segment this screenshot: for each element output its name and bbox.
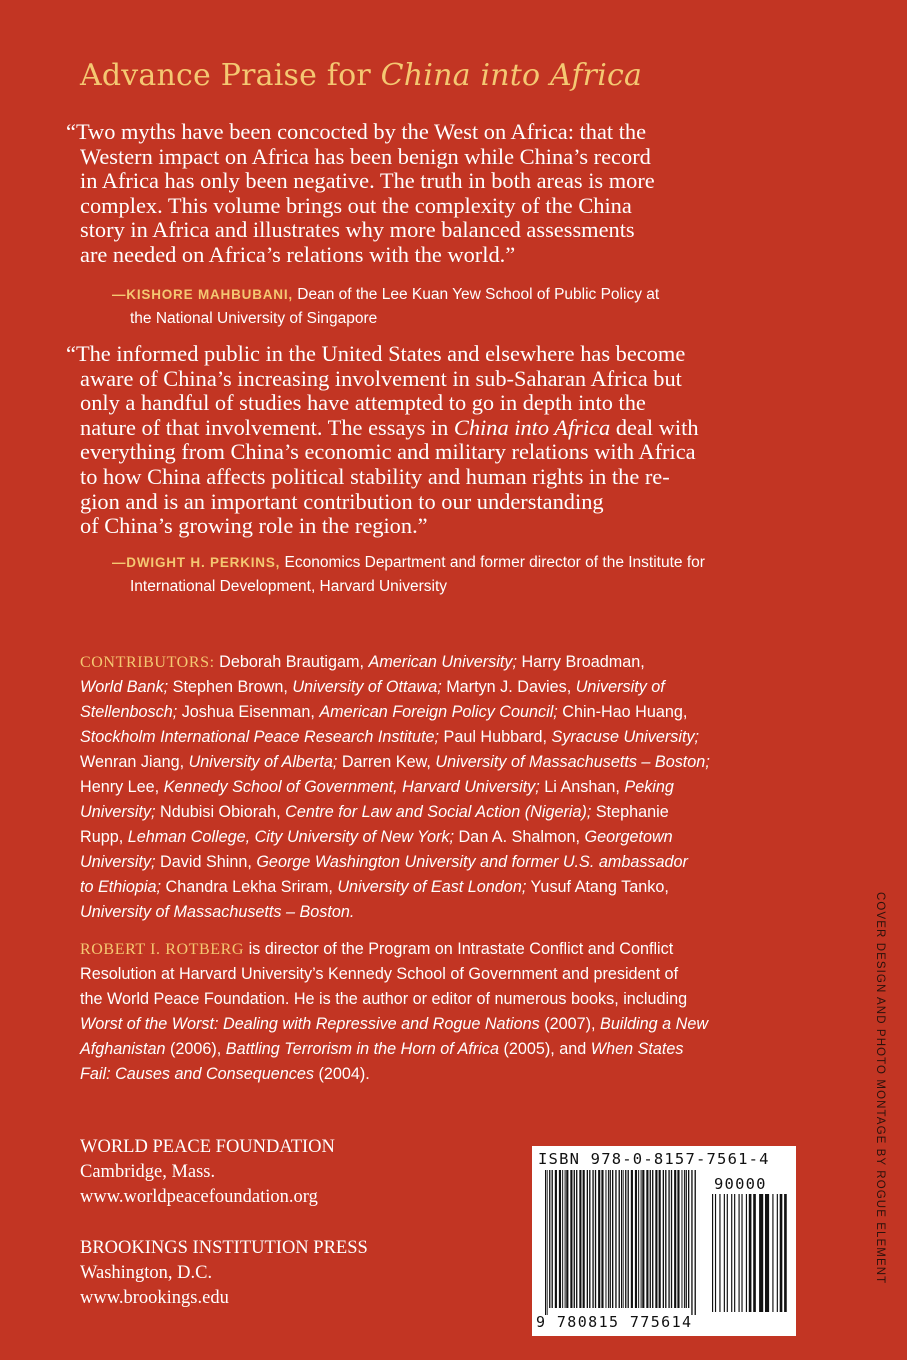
barcode-bar — [635, 1170, 637, 1308]
barcode-bar — [576, 1170, 577, 1308]
barcode-bar — [734, 1194, 735, 1312]
barcode-bar — [612, 1170, 613, 1308]
barcode-bar — [642, 1170, 644, 1308]
barcode-bar — [562, 1170, 563, 1308]
barcode-bar — [681, 1170, 682, 1308]
attribution-name: —DWIGHT H. PERKINS, — [112, 555, 281, 570]
quote-line: Western impact on Africa has been benign while China’s record — [80, 143, 651, 169]
quote-line: story in Africa and illustrates why more balanced assessments — [80, 217, 635, 243]
barcode-bar — [547, 1170, 548, 1315]
barcode-bar — [549, 1170, 550, 1308]
publisher-world-peace-foundation — [80, 1135, 335, 1210]
barcode-bar — [583, 1170, 585, 1308]
barcode-bar — [753, 1194, 756, 1312]
barcode-bar — [652, 1170, 653, 1308]
barcode-bar — [715, 1194, 716, 1312]
attribution-name: —KISHORE MAHBUBANI, — [112, 287, 293, 302]
barcode-bar — [623, 1170, 624, 1308]
quote-line: “The informed public in the United States and elsewhere has become — [66, 341, 686, 366]
barcode-bar — [608, 1170, 609, 1308]
author-bio: ROBERT I. ROTBERG is director of the Program on Intrastate Conflict and Conflict Resolution at Harvard University’s Kennedy School of Government and president of the World Peace Foundation. He is the author or editor of numerous books, including Worst of the Worst: Dealing with Repressive and Rogue Nations (2007), Building a New Afghanistan (2006), Battling Terrorism in the Horn of Africa (2005), and When States Fail: Causes and Consequences (2004). — [80, 940, 709, 1083]
barcode-bar — [589, 1170, 590, 1308]
price-addon-barcode — [712, 1194, 790, 1314]
quote-line: of China’s growing role in the region.” — [80, 513, 428, 539]
barcode-bar — [598, 1170, 600, 1308]
barcode-bar — [746, 1194, 747, 1312]
barcode-bar — [574, 1170, 575, 1308]
quote-line: in Africa has only been negative. The truth in both areas is more — [80, 168, 655, 194]
barcode-bar — [765, 1194, 769, 1312]
barcode-bar — [566, 1170, 568, 1308]
publisher-city: Washington, D.C. — [80, 1263, 213, 1283]
barcode-bar — [671, 1170, 672, 1308]
barcode-bar — [677, 1170, 679, 1308]
cover-design-credit: COVER DESIGN AND PHOTO MONTAGE BY ROGUE ELEMENT — [874, 892, 886, 1285]
barcode-bar — [738, 1194, 739, 1312]
ean-barcode — [545, 1170, 697, 1315]
barcode-bar — [777, 1194, 778, 1312]
barcode-bar — [655, 1170, 657, 1308]
praise-quote-mahbubani — [66, 120, 832, 268]
publisher-url: www.brookings.edu — [80, 1288, 229, 1308]
barcode-bar — [610, 1170, 611, 1308]
barcode-bar — [663, 1170, 664, 1308]
publisher-name: WORLD PEACE FOUNDATION — [80, 1137, 335, 1157]
barcode-bar — [615, 1170, 616, 1308]
barcode-bar — [646, 1170, 648, 1308]
barcode-bar — [628, 1170, 629, 1308]
barcode-bar — [741, 1194, 742, 1312]
quote-line: “Two myths have been concocted by the West on Africa: that the — [66, 119, 647, 144]
barcode-bar — [674, 1170, 676, 1308]
barcode-bar — [719, 1194, 720, 1312]
barcode-bar — [691, 1170, 692, 1315]
barcode-bar — [552, 1170, 553, 1308]
quote-line: everything from China’s economic and military relations with Africa — [80, 439, 696, 465]
quote-line: complex. This volume brings out the complexity of the China — [80, 192, 632, 218]
book-title: China into Africa — [380, 58, 643, 93]
quote-line: aware of China’s increasing involvement in sub-Saharan Africa but — [80, 365, 682, 391]
barcode-bar — [592, 1170, 593, 1308]
author-name: ROBERT I. ROTBERG — [80, 941, 245, 958]
barcode-bar — [565, 1170, 566, 1308]
barcode-bar — [772, 1194, 773, 1312]
praise-quote-perkins — [66, 342, 832, 539]
publisher-brookings — [80, 1236, 368, 1311]
barcode-bar — [579, 1170, 581, 1308]
quote-line: only a handful of studies have attempted to go in depth into the — [80, 390, 646, 416]
barcode-bar — [625, 1170, 626, 1308]
barcode-bar — [555, 1170, 557, 1308]
barcode-bar — [570, 1170, 572, 1308]
barcode-bar — [724, 1194, 725, 1312]
barcode-bar — [712, 1194, 713, 1312]
quote-line: are needed on Africa’s relations with the world.” — [80, 241, 516, 267]
barcode-bar — [688, 1170, 689, 1308]
barcode-bar — [587, 1170, 588, 1308]
barcode-bar — [759, 1194, 763, 1312]
contributors-list: CONTRIBUTORS: Deborah Brautigam, American University; Harry Broadman, World Bank; Stephen Brown, University of Ottawa; Martyn J. Davies, University of Stellenbosch; Joshua Eisenman, American Foreign Policy Council; Chin-Hao Huang, Stockholm International Peace Research Institute; Paul Hubbard, Syracuse University; Wenran Jiang, University of Alberta; Darren Kew, University of Massachusetts – Boston; Henry Lee, Kennedy School of Government, Harvard University; Li Anshan, Peking University; Ndubisi Obiorah, Centre for Law and Social Action (Nigeria); Stephanie Rupp, Lehman College, City University of New York; Dan A. Shalmon, Georgetown University; David Shinn, George Washington University and former U.S. ambassador to Ethiopia; Chandra Lekha Sriram, University of East London; Yusuf Atang Tanko, University of Massachusetts – Boston. — [80, 653, 710, 921]
price-code-label: 90000 — [714, 1175, 767, 1193]
barcode-bar — [684, 1170, 685, 1308]
quote-attribution-mahbubani: —KISHORE MAHBUBANI, Dean of the Lee Kuan Yew School of Public Policy at the National University of Singapore — [112, 286, 660, 327]
barcode-bar — [595, 1170, 596, 1308]
barcode-bar — [545, 1170, 546, 1315]
barcode-bar — [641, 1170, 642, 1308]
quote-line: nature of that involvement. The essays in China into Africa deal with — [80, 414, 699, 440]
barcode-bar — [631, 1170, 633, 1308]
publisher-name: BROOKINGS INSTITUTION PRESS — [80, 1238, 368, 1258]
barcode-bar — [668, 1170, 669, 1308]
barcode-bar — [784, 1194, 787, 1312]
barcode-bar — [638, 1170, 639, 1308]
page-title: Advance Praise for China into Africa — [80, 58, 643, 93]
barcode-bar — [665, 1170, 666, 1308]
barcode-bar — [559, 1170, 561, 1308]
quote-line: to how China affects political stability and human rights in the re- — [80, 463, 670, 489]
barcode-bar — [686, 1170, 687, 1308]
quote-line: gion and is an important contribution to our understanding — [80, 488, 604, 514]
barcode-bar — [749, 1194, 752, 1312]
barcode-bar — [619, 1170, 620, 1308]
barcode-bar — [727, 1194, 728, 1312]
ean-digits: 9 780815 775614 — [536, 1313, 693, 1331]
barcode-bar — [780, 1194, 783, 1312]
barcode-bar — [650, 1170, 651, 1308]
barcode-bar — [605, 1170, 606, 1308]
barcode-bar — [731, 1194, 732, 1312]
barcode-bar — [621, 1170, 622, 1308]
barcode-bar — [695, 1170, 696, 1315]
publisher-city: Cambridge, Mass. — [80, 1162, 216, 1182]
publisher-url: www.worldpeacefoundation.org — [80, 1187, 318, 1207]
barcode-bar — [601, 1170, 603, 1308]
isbn-label: ISBN 978-0-8157-7561-4 — [538, 1150, 770, 1168]
quote-attribution-perkins: —DWIGHT H. PERKINS, Economics Department and former director of the Institute for International Development, Harvard University — [112, 554, 705, 595]
contributors-label: CONTRIBUTORS: — [80, 654, 215, 671]
barcode-bar — [659, 1170, 661, 1308]
